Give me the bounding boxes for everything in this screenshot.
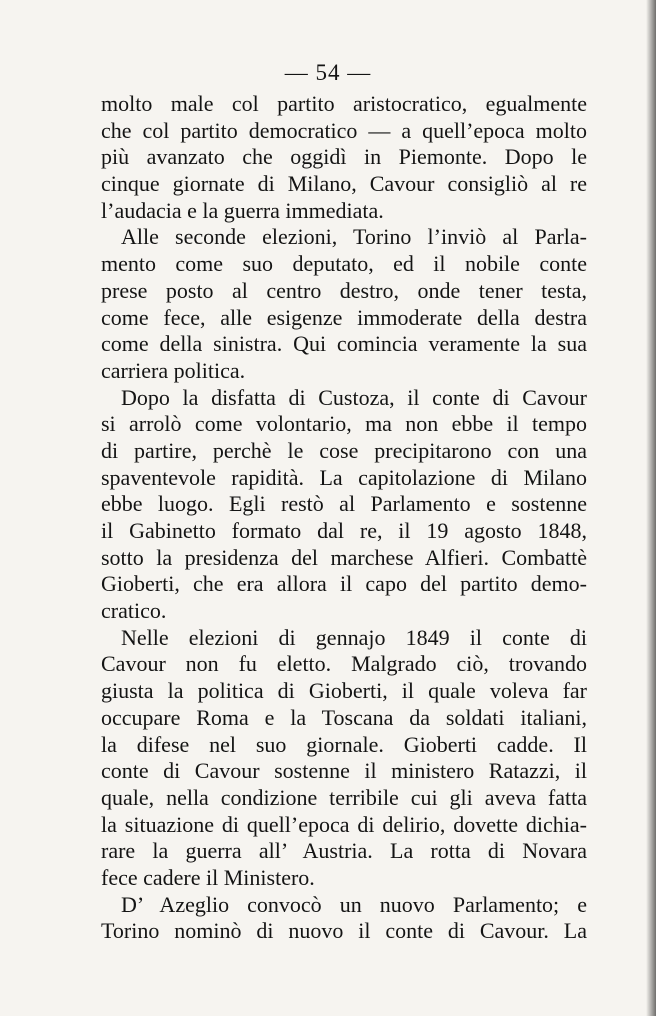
text-line: molto male col partito aristocratico, egualmente	[101, 91, 587, 116]
page-binding-shadow	[646, 0, 656, 1016]
text-line: sotto la presidenza del marchese Alfieri. Combattè	[101, 544, 587, 570]
text-line: come della sinistra. Qui comincia veramente la sua	[101, 331, 587, 357]
page-number: — 54 —	[284, 60, 372, 85]
text-line: prese posto al centro destro, onde tener testa,	[101, 277, 587, 303]
text-line: cinque giornate di Milano, Cavour consigliò al re	[101, 171, 587, 197]
body-text	[101, 91, 587, 945]
text-line: fece cadere il Ministero.	[101, 864, 315, 890]
text-line: rare la guerra all’ Austria. La rotta di Novara	[101, 838, 587, 864]
text-line: che col partito democratico — a quell’epoca molto	[101, 117, 587, 143]
text-line: mento come suo deputato, ed il nobile conte	[101, 251, 587, 277]
text-line: la difese nel suo giornale. Gioberti cadde. Il	[101, 731, 587, 757]
text-line: quale, nella condizione terribile cui gli aveva fatta	[101, 784, 587, 810]
text-line: Alle seconde elezioni, Torino l’inviò al Parla-	[121, 224, 587, 250]
text-line: giusta la politica di Gioberti, il quale voleva far	[101, 678, 587, 704]
text-line: carriera politica.	[101, 357, 246, 383]
text-line: Gioberti, che era allora il capo del partito demo-	[101, 571, 587, 597]
text-line: più avanzato che oggidì in Piemonte. Dopo le	[101, 144, 587, 170]
text-line: l’audacia e la guerra immediata.	[101, 197, 384, 223]
text-line: la situazione di quell’epoca di delirio, dovette dichia-	[101, 811, 587, 837]
text-line: ebbe luogo. Egli restò al Parlamento e sostenne	[101, 491, 587, 517]
text-line: occupare Roma e la Toscana da soldati italiani,	[101, 704, 587, 730]
text-line: si arrolò come volontario, ma non ebbe il tempo	[101, 411, 587, 437]
text-line: D’ Azeglio convocò un nuovo Parlamento; e	[121, 891, 587, 917]
text-line: Torino nominò di nuovo il conte di Cavour. La	[101, 918, 587, 944]
text-line: spaventevole rapidità. La capitolazione di Milano	[101, 464, 587, 490]
text-line: di partire, perchè le cose precipitarono con una	[101, 437, 587, 463]
text-line: cratico.	[101, 598, 167, 624]
text-line: Nelle elezioni di gennajo 1849 il conte di	[121, 624, 587, 650]
text-line: il Gabinetto formato dal re, il 19 agosto 1848,	[101, 518, 587, 543]
text-line: come fece, alle esigenze immoderate della destra	[101, 304, 587, 330]
text-line: Cavour non fu eletto. Malgrado ciò, trovando	[101, 651, 587, 677]
text-line: Dopo la disfatta di Custoza, il conte di Cavour	[121, 384, 587, 410]
text-line: conte di Cavour sostenne il ministero Ratazzi, il	[101, 758, 587, 784]
